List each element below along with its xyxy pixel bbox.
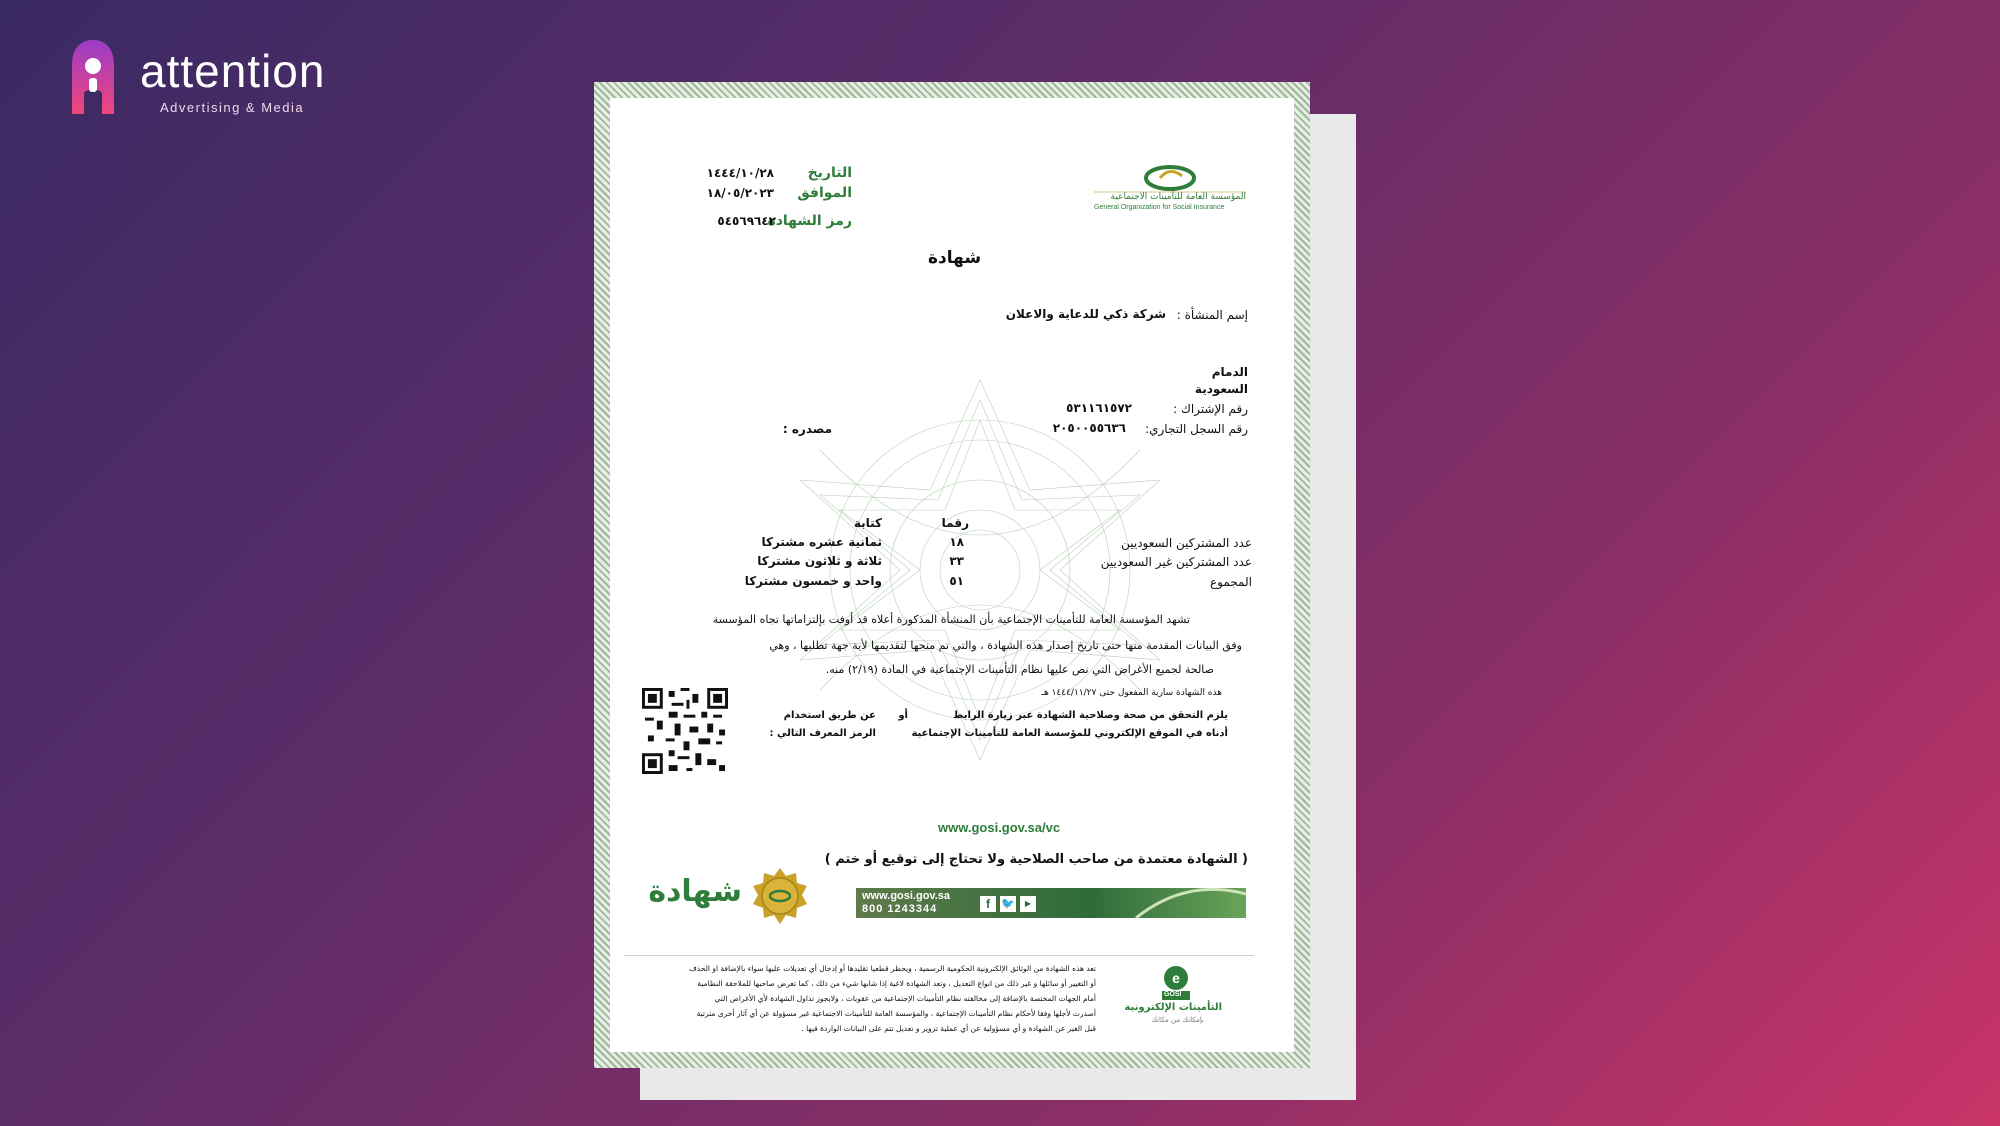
banner-site[interactable]: www.gosi.gov.sa — [862, 890, 951, 902]
verify-line-1b: أو — [898, 710, 908, 721]
commercial-register-source: مصدره : — [782, 422, 832, 436]
validity-text: هذه الشهادة سارية المفعول حتى ١٤٤٤/١١/٢٧ هـ — [1041, 688, 1222, 698]
count-row-digits: ٣٣ — [949, 554, 964, 568]
count-row-words: ثلاثة و ثلاثون مشتركا — [757, 554, 882, 568]
subscription-value: ٥٣١١٦١٥٧٢ — [1066, 401, 1132, 415]
count-row-label: عدد المشتركين السعوديين — [1121, 536, 1252, 550]
egosi-label: التأمينات الإلكترونية — [1124, 1002, 1222, 1013]
gosi-name-ar: المؤسسة العامة للتأمينات الاجتماعية — [1110, 192, 1246, 202]
count-row-words: ثمانية عشره مشتركا — [761, 535, 882, 549]
commercial-register-label: رقم السجل التجاري: — [1145, 422, 1248, 436]
brand-name: attention — [140, 45, 326, 97]
egosi-sub: بإمكانك من مكانك — [1151, 1016, 1204, 1024]
legal-line: أمام الجهات المختصة بالإضافة إلى مخالفته نظام التأمينات الإجتماعية من عقوبات ، ولايجوز تداول الشهادة لأي الأغراض التي — [714, 994, 1096, 1003]
count-row-label: عدد المشتركين غير السعوديين — [1100, 555, 1252, 569]
verify-line-1a: يلزم التحقق من صحة وصلاحية الشهادة عبر زيارة الرابط — [953, 710, 1228, 721]
col-words-header: كتابة — [853, 516, 882, 530]
gosi-logo — [1090, 164, 1250, 216]
qr-code[interactable] — [640, 688, 730, 774]
cert-code-label: رمز الشهادة — [767, 213, 852, 229]
establishment-label: إسم المنشأة : — [1176, 308, 1248, 322]
page-title: شهادة — [928, 248, 982, 268]
banner-phone: 800 1243344 — [862, 903, 938, 915]
corresponding-label: الموافق — [797, 185, 852, 201]
legal-line: أصدرت لأجلها وفقا لأحكام نظام التأمينات الإجتماعية ، والمؤسسة العامة للتأمينات الاجتماعية غير مسؤولة عن أي آثار أخرى مترتبة — [696, 1009, 1096, 1018]
count-row-digits: ١٨ — [949, 535, 964, 549]
legal-line: أو التغيير أو سائلها و غير ذلك من انواع التعديل ، وتعد الشهادة لاغية إذا شابها شيء من ذلك ، كما تعرض صاحبها للملاحقة النظامية — [697, 979, 1096, 988]
brand-tagline: Advertising & Media — [160, 100, 305, 115]
swoosh-icon — [1126, 888, 1246, 918]
verify-line-1c: عن طريق استخدام — [783, 710, 876, 721]
commercial-register-value: ٢٠٥٠٠٥٥٦٣٦ — [1052, 421, 1126, 435]
seal-word: شهادة — [648, 874, 742, 909]
verification-link[interactable]: www.gosi.gov.sa/vc — [938, 820, 1061, 835]
subscription-label: رقم الإشتراك : — [1173, 402, 1248, 416]
city: الدمام — [1211, 365, 1248, 379]
facebook-icon[interactable]: f — [980, 896, 996, 912]
count-row-digits: ٥١ — [949, 574, 964, 588]
verify-line-2c: الرمز المعرف التالي : — [769, 728, 876, 739]
certificate-seal — [624, 866, 814, 926]
country: السعودية — [1194, 382, 1248, 396]
gosi-name-en: General Organization for Social Insurance — [1094, 204, 1225, 211]
count-row-label: المجموع — [1210, 575, 1252, 589]
col-digits-header: رقما — [941, 516, 969, 530]
contact-banner — [856, 888, 1246, 918]
twitter-icon[interactable]: 🐦 — [1001, 897, 1015, 910]
approval-notice: ( الشهادة معتمدة من صاحب الصلاحية ولا تحتاج إلى توقيع أو ختم ) — [824, 852, 1248, 867]
establishment-value: شركة ذكي للدعاية والاعلان — [1005, 307, 1166, 321]
date-label: التاريخ — [807, 165, 852, 181]
verify-line-2a: أدناه في الموقع الإلكتروني للمؤسسة العامة للتأمينات الإجتماعية — [911, 728, 1228, 739]
gosi-badge-text: GOSI — [1164, 991, 1182, 998]
youtube-icon[interactable]: ▶ — [1020, 896, 1036, 912]
date-value: ١٤٤٤/١٠/٢٨ — [706, 166, 774, 180]
attention-logo-icon — [70, 38, 116, 116]
body-line-2: وفق البيانات المقدمة منها حتى تاريخ إصدار هذه الشهادة ، والتي تم منحها لتقديمها لأية جهة تطلبها ، وهي — [769, 639, 1242, 652]
footer-divider — [624, 955, 1254, 956]
gold-seal-icon — [750, 866, 810, 926]
legal-line: قبل الغير عن الشهادة و أي مسؤولية عن أي عملية تزوير و تعديل تتم على البيانات الواردة فيها . — [801, 1024, 1096, 1033]
egosi-logo — [1126, 962, 1226, 1022]
count-row-words: واحد و خمسون مشتركا — [744, 574, 882, 588]
body-line-3: صالحة لجميع الأغراض التي نص عليها نظام التأمينات الإجتماعية في المادة (٢/١٩) منه. — [825, 663, 1214, 676]
cert-code-value: ٥٤٥٦٩٦٤٢ — [717, 214, 776, 228]
legal-line: تعد هذه الشهادة من الوثائق الإلكترونية الحكومية الرسمية ، ويحظر قطعيا تقليدها أو إدخال أي تعديلات عليها سواء بالإضافة او الحذف — [689, 964, 1096, 973]
brand-logo — [70, 38, 350, 118]
body-line-1: تشهد المؤسسة العامة للتأمينات الإجتماعية بأن المنشأة المذكورة أعلاه قد أوفت بإلتزاماتها تجاه المؤسسة — [712, 613, 1190, 626]
corresponding-value: ١٨/٠٥/٢٠٢٣ — [706, 186, 774, 200]
svg-text:e: e — [1172, 970, 1180, 986]
